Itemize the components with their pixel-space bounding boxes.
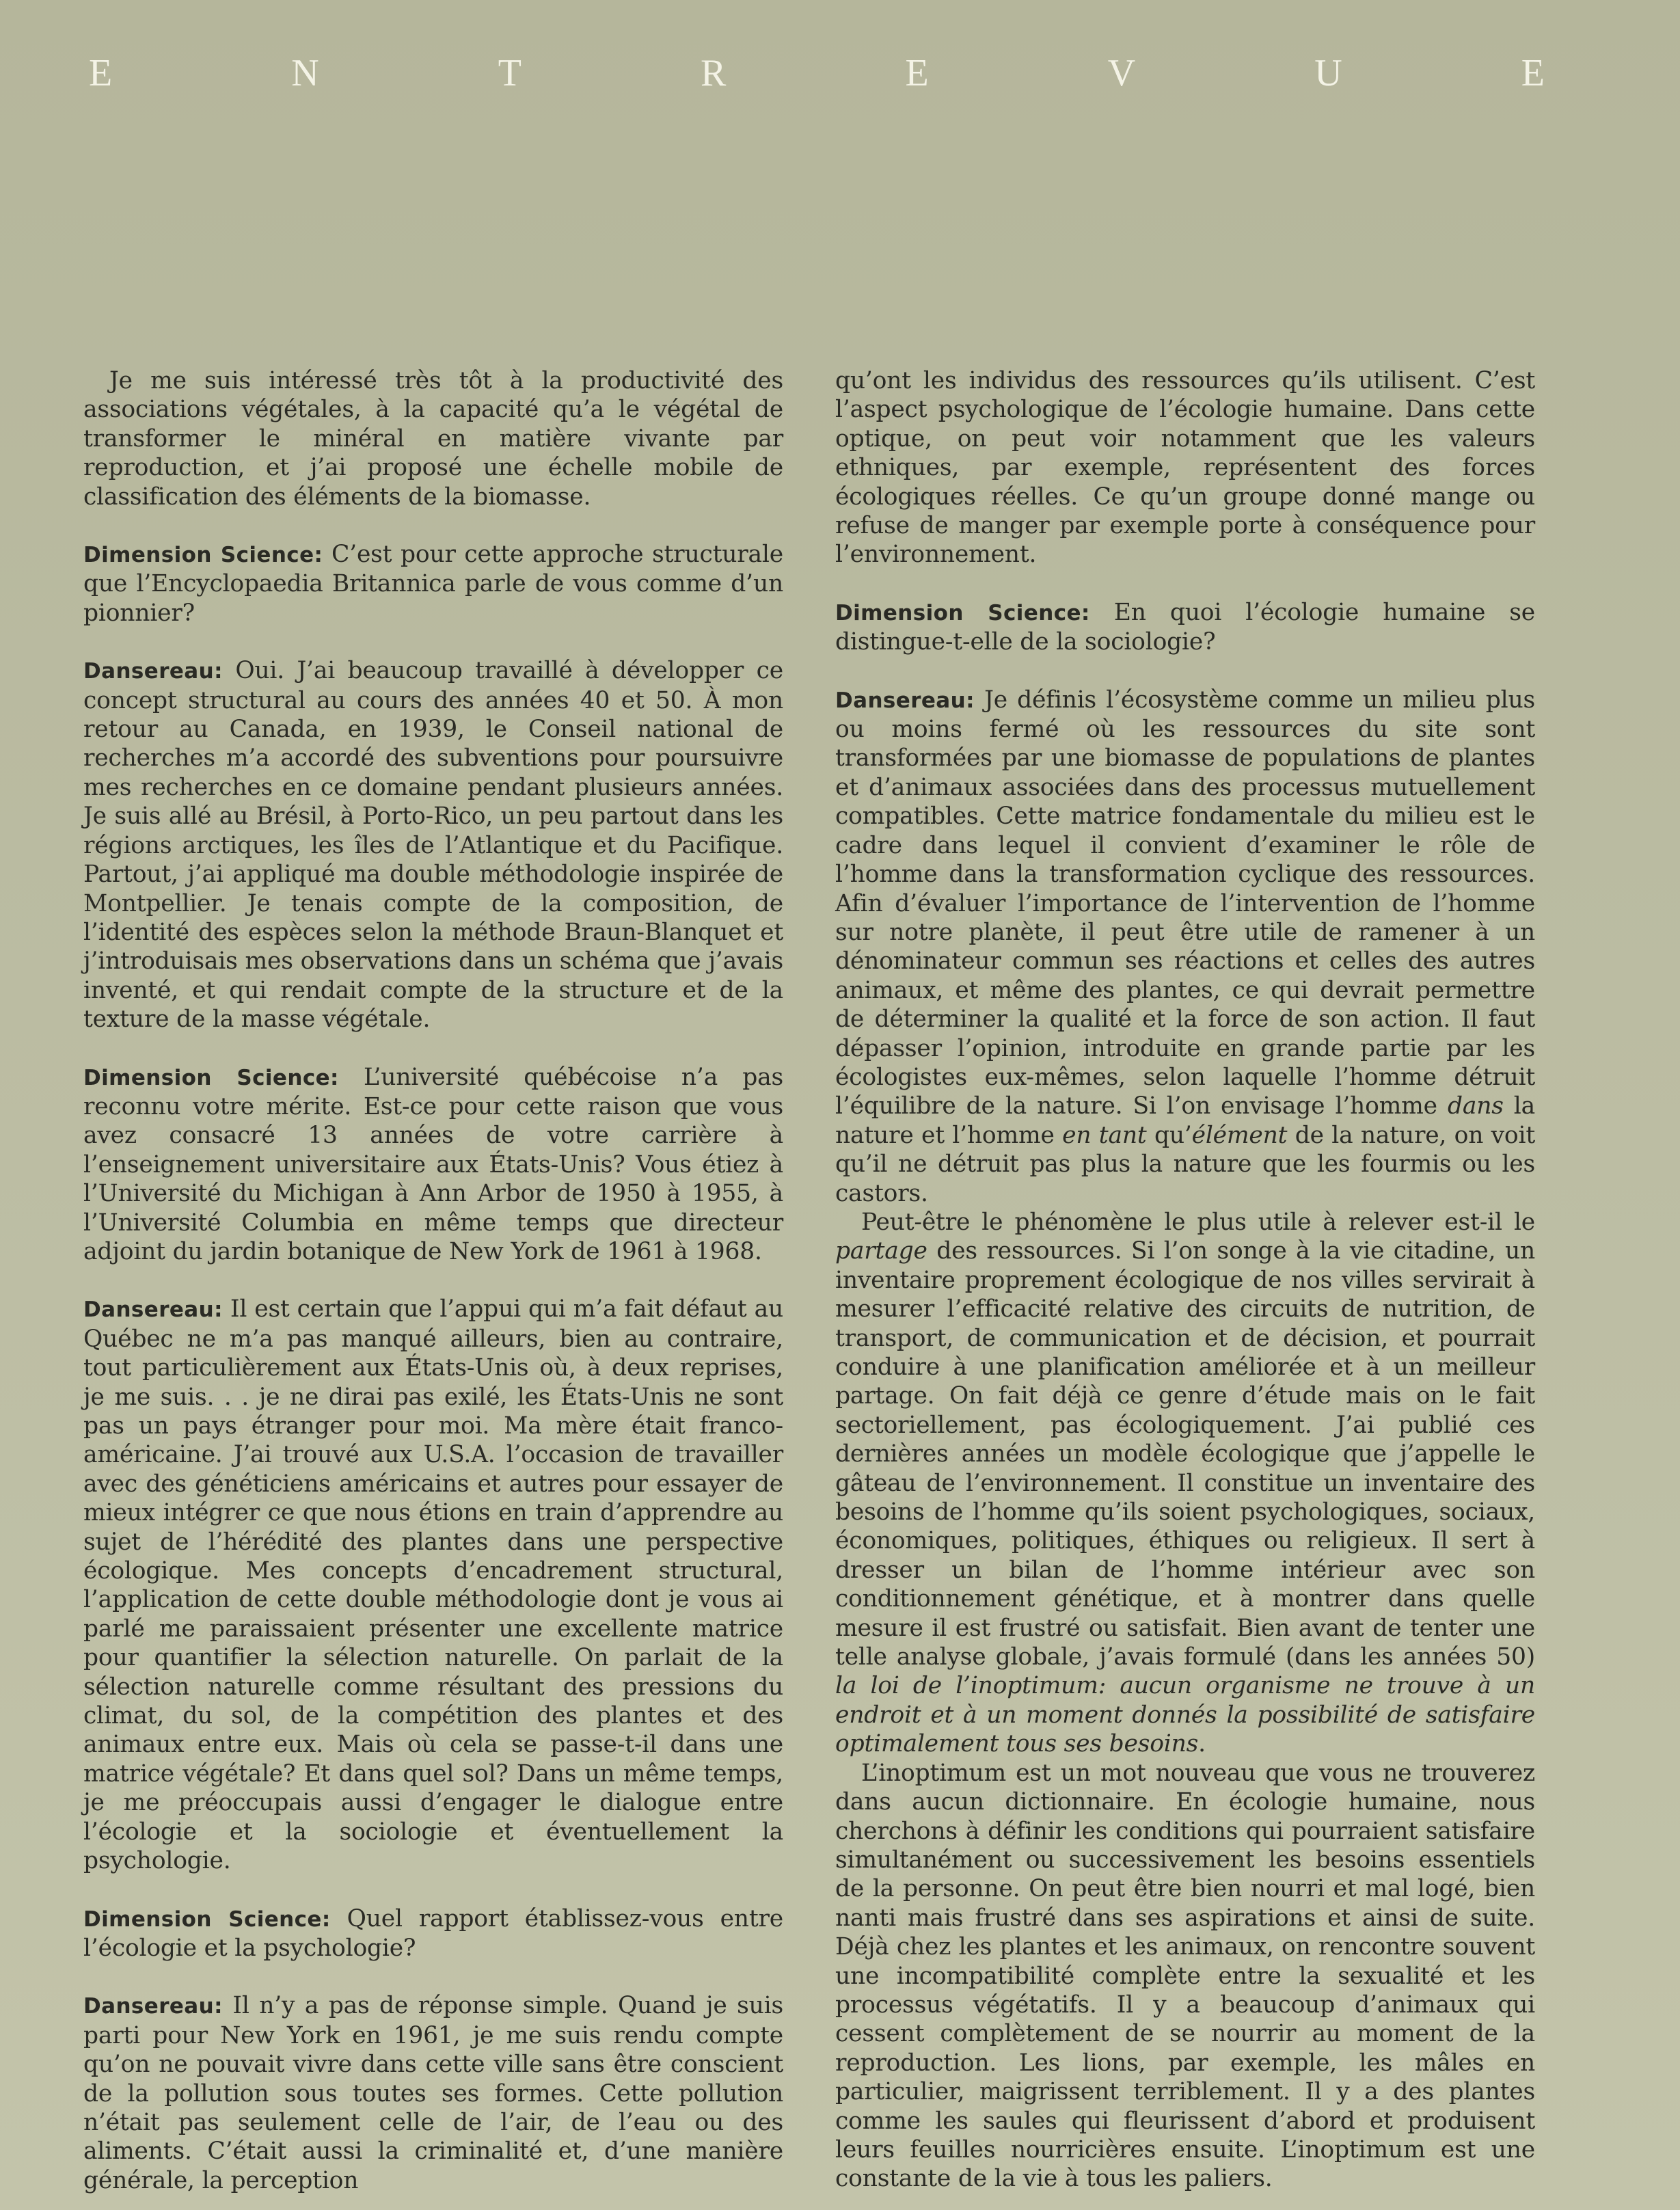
speaker-label: Dimension Science: [835,600,1090,625]
paragraph: Je me suis intéressé très tôt à la productivité des associations végétales, à la capacité qu’a le végétal de transformer le minéral en matière vivante par reproduction, et j’ai proposé une échelle mobile de classification des éléments de la biomasse. [83,367,783,511]
answer: Dansereau: Il n’y a pas de réponse simple. Quand je suis parti pour New York en 1961, je me suis rendu compte qu’on ne pouvait vivre dans cette ville sans être conscient de la pollution sous toutes ses formes. Cette pollution n’était pas seulement celle de l’air, de l’eau ou des aliments. C’était aussi la criminalité et, d’une manière générale, la perception [83,1992,783,2194]
header-letter: U [1314,52,1342,94]
answer: Dansereau: Je définis l’écosystème comme un milieu plus ou moins fermé où les ressources du site sont transformées par une biomasse de populations de plantes et d’animaux associées dans des processus mutuellement compatibles. Cette matrice fondamentale du milieu est le cadre dans lequel il convient d’examiner le rôle de l’homme dans la transformation cyclique des ressources. Afin d’évaluer l’importance de l’intervention de l’homme sur notre planète, il peut être utile de ramener à un dénominateur commun ses réactions et celles des autres animaux, et même des plantes, ce qui devrait permettre de déterminer la qualité et la force de son action. Il faut dépasser l’opinion, introduite en grande partie par les écologistes eux-mêmes, selon laquelle l’homme détruit l’équilibre de la nature. Si l’on envisage l’homme dans la nature et l’homme en tant qu’élément de la nature, on voit qu’il ne détruit pas plus la nature que les fourmis ou les castors. [835,686,1535,1207]
right-column [835,366,1535,2194]
speaker-label: Dimension Science: [83,1065,339,1090]
paragraph: qu’ont les individus des ressources qu’ils utilisent. C’est l’aspect psychologique de l’écologie humaine. Dans cette optique, on peut voir notamment que les valeurs ethniques, par exemple, représentent des forces écologiques réelles. Ce qu’un groupe donné mange ou refuse de manger par exemple porte à conséquence pour l’environnement. [835,367,1535,569]
speaker-label: Dansereau: [835,688,975,713]
speaker-label: Dansereau: [83,1297,223,1323]
header-letter: E [1521,52,1545,94]
paragraph: L’inoptimum est un mot nouveau que vous ne trouverez dans aucun dictionnaire. En écologie humaine, nous cherchons à définir les conditions qui pourraient satisfaire simultanément ou successivement les besoins essentiels de la personne. On peut être bien nourri et mal logé, bien nanti mais frustré dans ses aspirations et ainsi de suite. Déjà chez les plantes et les animaux, on rencontre souvent une incompatibilité complète entre la sexualité et les processus végétatifs. Il y a beaucoup d’animaux qui cessent complètement de se nourrir au moment de la reproduction. Les lions, par exemple, les mâles en particulier, maigrissent terriblement. Il y a des plantes comme les saules qui fleurissent d’abord et produisent leurs feuilles nourricières ensuite. L’inoptimum est une constante de la vie à tous les paliers. [835,1759,1535,2193]
question: Dimension Science: L’université québécoise n’a pas reconnu votre mérite. Est-ce pour cette raison que vous avez consacré 13 années de votre carrière à l’enseignement universitaire aux États-Unis? Vous étiez à l’Université du Michigan à Ann Arbor de 1950 à 1955, à l’Université Columbia en même temps que directeur adjoint du jardin botanique de New York de 1961 à 1968. [83,1063,783,1265]
header-letter: T [498,52,521,94]
paragraph: Peut-être le phénomène le plus utile à relever est-il le partage des ressources. Si l’on songe à la vie citadine, un inventaire proprement écologique de nos villes servirait à mesurer l’efficacité relative des circuits de nutrition, de transport, de communication et de décision, et pourrait conduire à une planification améliorée et à un meilleur partage. On fait déjà ce genre d’étude mais on le fait sectoriellement, pas écologiquement. J’ai publié ces dernières années un modèle écologique que j’appelle le gâteau de l’environnement. Il constitue un inventaire des besoins de l’homme qu’ils soient psychologiques, sociaux, économiques, politiques, éthiques ou religieux. Il sert à dresser un bilan de l’homme intérieur avec son conditionnement génétique, et à montrer dans quelle mesure il est frustré ou satisfait. Bien avant de tenter une telle analyse globale, j’avais formulé (dans les années 50) la loi de l’inoptimum: aucun organisme ne trouve à un endroit et à un moment donnés la possibilité de satisfaire optimalement tous ses besoins. [835,1208,1535,1758]
header-letter: E [89,52,113,94]
speaker-label: Dansereau: [83,1994,223,2019]
question: Dimension Science: Quel rapport établissez-vous entre l’écologie et la psychologie? [83,1904,783,1962]
speaker-label: Dimension Science: [83,543,323,568]
answer: Dansereau: Oui. J’ai beaucoup travaillé à développer ce concept structural au cours des années 40 et 50. À mon retour au Canada, en 1939, le Conseil national de recherches m’a accordé des subventions pour poursuivre mes recherches en ce domaine pendant plusieurs années. Je suis allé au Brésil, à Porto-Rico, un peu partout dans les régions arctiques, les îles de l’Atlantique et du Pacifique. Partout, j’ai appliqué ma double méthodologie inspirée de Montpellier. Je tenais compte de la composition, de l’identité des espèces selon la méthode Braun-Blanquet et j’introduisais mes observations dans un schéma que j’avais inventé, et qui rendait compte de la structure et de la texture de la masse végétale. [83,657,783,1034]
header-letter: N [291,52,319,94]
left-column [83,366,783,2195]
header-letter: V [1107,52,1136,94]
section-header [89,49,1545,97]
question: Dimension Science: C’est pour cette approche structurale que l’Encyclopaedia Britannica parle de vous comme d’un pionnier? [83,541,783,627]
question: Dimension Science: En quoi l’écologie humaine se distingue-t-elle de la sociologie? [835,598,1535,656]
header-letter: E [905,52,929,94]
speaker-label: Dimension Science: [83,1906,331,1932]
speaker-label: Dansereau: [83,659,223,684]
header-letter: R [701,52,727,94]
answer: Dansereau: Il est certain que l’appui qui m’a fait défaut au Québec ne m’a pas manqué ailleurs, bien au contraire, tout particulièrement aux États-Unis où, à deux reprises, je me suis. . . je ne dirai pas exilé, les États-Unis ne sont pas un pays étranger pour moi. Ma mère était franco-américaine. J’ai trouvé aux U.S.A. l’occasion de travailler avec des généticiens américains et autres pour essayer de mieux intégrer ce que nous étions en train d’apprendre au sujet de l’hérédité des plantes dans une perspective écologique. Mes concepts d’encadrement structural, l’application de cette double méthodologie dont je vous ai parlé me paraissaient présenter une excellente matrice pour quantifier la sélection naturelle. On parlait de la sélection naturelle comme résultant des pressions du climat, du sol, de la compétition des plantes et des animaux entre eux. Mais où cela se passe-t-il dans une matrice végétale? Et dans quel sol? Dans un même temps, je me préoccupais aussi d’engager le dialogue entre l’écologie et la sociologie et éventuellement la psychologie. [83,1295,783,1875]
